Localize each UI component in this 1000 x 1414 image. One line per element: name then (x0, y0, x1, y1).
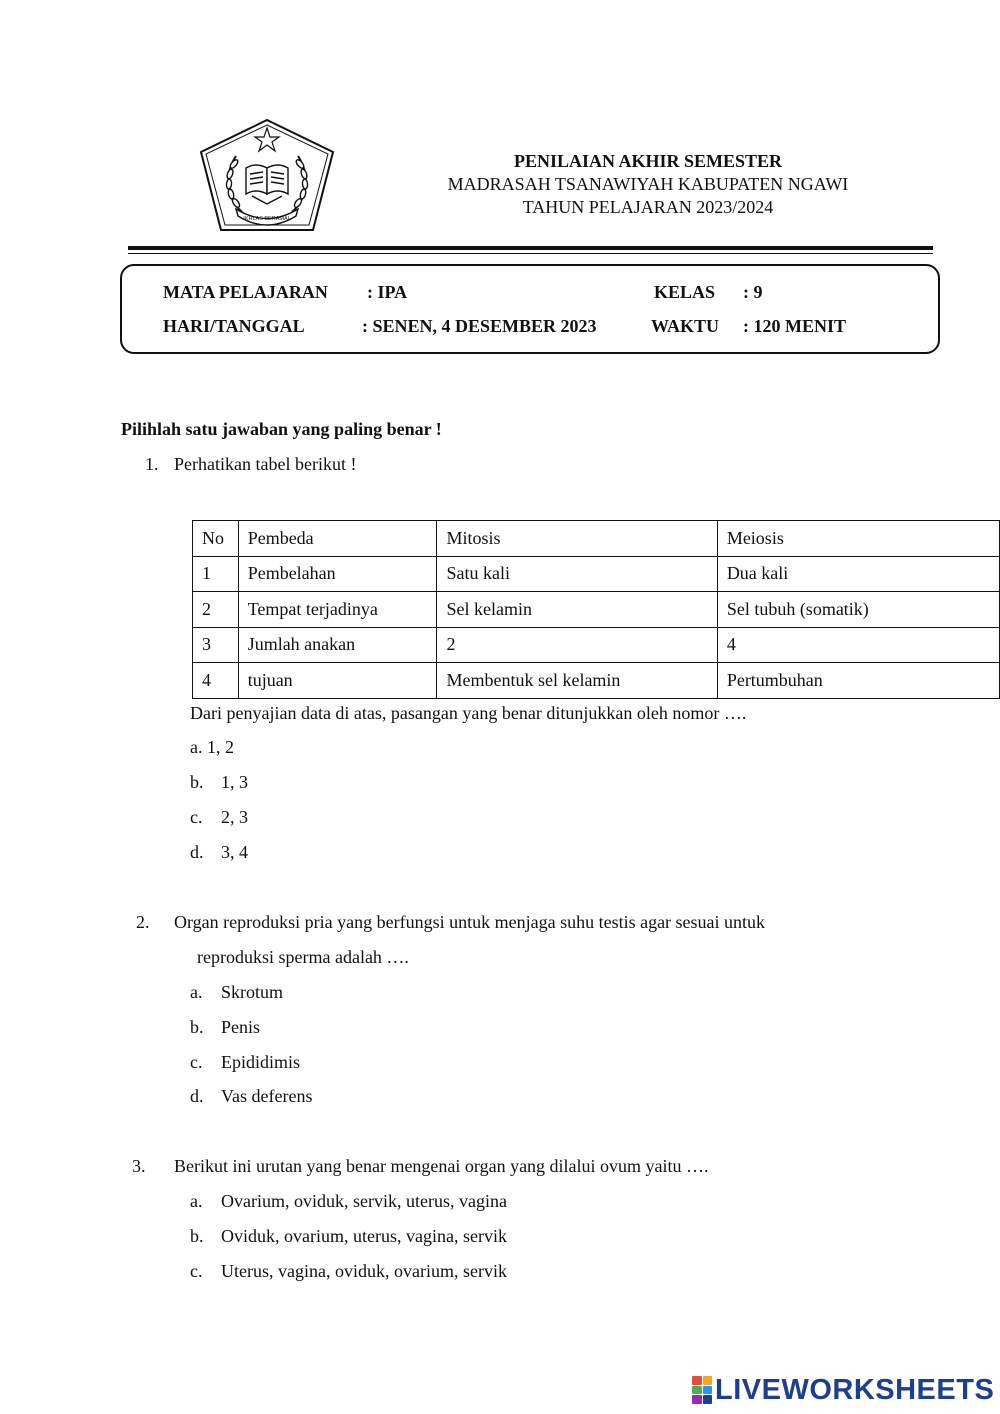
class-value: : 9 (743, 282, 763, 302)
option-letter: c. (190, 1261, 203, 1281)
watermark-text: LIVEWORKSHEETS (715, 1373, 995, 1406)
option-letter: d. (190, 1086, 204, 1106)
table-cell: Pembelahan (238, 556, 437, 592)
table-row (193, 663, 1000, 699)
school-name: MADRASAH TSANAWIYAH KABUPATEN NGAWI (447, 174, 849, 194)
table-cell: Membentuk sel kelamin (437, 663, 717, 699)
q2-option-b[interactable] (190, 1017, 260, 1038)
table-cell: Sel kelamin (437, 592, 717, 628)
q2-text-line1: Organ reproduksi pria yang berfungsi untuk menjaga suhu testis agar sesuai untuk (174, 912, 766, 932)
logo-motto: IKHLAS BERAMAL (243, 216, 291, 222)
logo-square (703, 1376, 713, 1385)
option-text: Ovarium, oviduk, servik, uterus, vagina (221, 1191, 507, 1211)
q2-text-line2: reproduksi sperma adalah …. (197, 947, 409, 967)
q2-number: 2. (136, 912, 150, 932)
table-row (193, 627, 1000, 663)
option-letter: b. (190, 1017, 204, 1037)
ministry-emblem-logo (196, 116, 338, 238)
option-text: Uterus, vagina, oviduk, ovarium, servik (221, 1261, 507, 1281)
time-value: : 120 MENIT (743, 316, 846, 336)
option-text: 2, 3 (221, 807, 248, 827)
logo-square (692, 1376, 702, 1385)
table-row (193, 556, 1000, 592)
subject-value: : IPA (367, 282, 408, 302)
date-label: HARI/TANGGAL (163, 316, 305, 336)
q3-option-b[interactable] (190, 1226, 507, 1247)
logo-square (703, 1386, 713, 1395)
subject-label: MATA PELAJARAN (163, 282, 328, 302)
q2-option-d[interactable] (190, 1086, 312, 1107)
q1-option-b[interactable] (190, 772, 248, 793)
option-letter: a. (190, 1191, 203, 1211)
q2-option-a[interactable] (190, 982, 283, 1003)
table-cell: 4 (193, 663, 239, 699)
q1-option-d[interactable] (190, 842, 248, 863)
q3-option-c[interactable] (190, 1261, 507, 1282)
q1-text: Perhatikan tabel berikut ! (174, 454, 357, 474)
table-cell: Pertumbuhan (717, 663, 999, 699)
academic-year: TAHUN PELAJARAN 2023/2024 (522, 197, 774, 217)
q1-table (192, 520, 1000, 699)
table-header-cell: Pembeda (238, 521, 437, 557)
q3-text: Berikut ini urutan yang benar mengenai organ yang dilalui ovum yaitu …. (174, 1156, 709, 1176)
option-letter: b. (190, 772, 204, 792)
table-cell: Sel tubuh (somatik) (717, 592, 999, 628)
table-cell: 2 (193, 592, 239, 628)
book-icon (246, 165, 288, 194)
table-header-cell: Mitosis (437, 521, 717, 557)
q1-option-a[interactable] (190, 737, 234, 758)
liveworksheets-logo-icon (692, 1376, 712, 1404)
date-value: : SENEN, 4 DESEMBER 2023 (362, 316, 597, 336)
logo-square (692, 1395, 702, 1404)
exam-title-block (400, 150, 896, 219)
option-text: Skrotum (221, 982, 284, 1002)
q3-number: 3. (132, 1156, 146, 1176)
exam-title: PENILAIAN AKHIR SEMESTER (513, 151, 783, 171)
table-header-cell: No (193, 521, 239, 557)
option-letter: a. (190, 982, 203, 1002)
logo-square (703, 1395, 713, 1404)
option-text: 3, 4 (221, 842, 248, 862)
table-cell: Satu kali (437, 556, 717, 592)
option-letter: a. (190, 737, 203, 757)
table-header-row (193, 521, 1000, 557)
q1-option-c[interactable] (190, 807, 248, 828)
header-divider-thin (128, 253, 933, 254)
header-divider-thick (128, 246, 933, 250)
option-letter: b. (190, 1226, 204, 1246)
table-cell: Tempat terjadinya (238, 592, 437, 628)
q3-option-a[interactable] (190, 1191, 507, 1212)
logo-square (692, 1386, 702, 1395)
option-text: Oviduk, ovarium, uterus, vagina, servik (221, 1226, 507, 1246)
table-cell: 1 (193, 556, 239, 592)
option-letter: c. (190, 1052, 203, 1072)
table-cell: 3 (193, 627, 239, 663)
option-letter: c. (190, 807, 203, 827)
table-cell: Dua kali (717, 556, 999, 592)
instruction-text: Pilihlah satu jawaban yang paling benar ! (121, 419, 442, 439)
class-label: KELAS (654, 282, 716, 302)
table-cell: 2 (437, 627, 717, 663)
table-row (193, 592, 1000, 628)
liveworksheets-watermark (692, 1374, 994, 1406)
option-text: Vas deferens (221, 1086, 313, 1106)
option-text: 1, 3 (221, 772, 248, 792)
table-cell: tujuan (238, 663, 437, 699)
exam-info-box (120, 264, 940, 354)
option-text: Epididimis (221, 1052, 301, 1072)
table-cell: 4 (717, 627, 999, 663)
q1-followup: Dari penyajian data di atas, pasangan yang benar ditunjukkan oleh nomor …. (190, 703, 747, 723)
q2-option-c[interactable] (190, 1052, 300, 1073)
option-letter: d. (190, 842, 204, 862)
option-text: 1, 2 (207, 737, 234, 757)
time-label: WAKTU (651, 316, 720, 336)
option-text: Penis (221, 1017, 261, 1037)
table-header-cell: Meiosis (717, 521, 999, 557)
table-cell: Jumlah anakan (238, 627, 437, 663)
star-icon (255, 128, 279, 151)
q1-number: 1. (145, 454, 159, 474)
